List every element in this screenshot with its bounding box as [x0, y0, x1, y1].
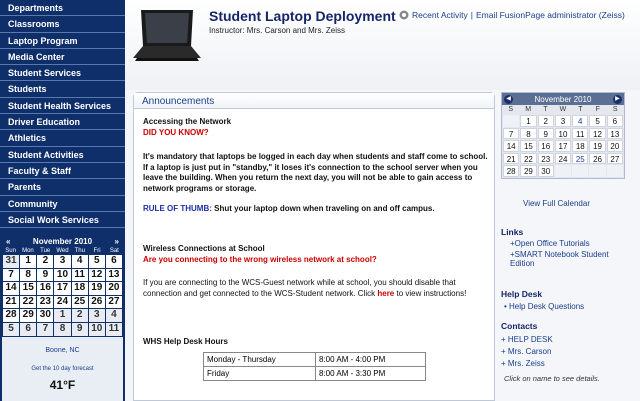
- dow-label: Wed: [56, 248, 69, 254]
- calendar-day[interactable]: 4: [72, 255, 88, 268]
- calendar-day[interactable]: 12: [89, 269, 105, 282]
- did-you-know: DID YOU KNOW?: [143, 128, 209, 137]
- instructor-line: Instructor: Mrs. Carson and Mrs. Zeiss: [209, 26, 346, 35]
- calendar-day[interactable]: 10: [555, 128, 571, 140]
- calendar-day[interactable]: 8: [20, 269, 36, 282]
- weather-temp: 41°F: [49, 378, 76, 392]
- right-calendar-header: [502, 93, 624, 105]
- calendar-day[interactable]: 1: [20, 255, 36, 268]
- link-item[interactable]: +SMART Notebook Student Edition: [510, 250, 609, 268]
- calendar-day[interactable]: 29: [20, 309, 36, 322]
- calendar-day[interactable]: 1: [520, 115, 536, 127]
- dow-label: T: [578, 106, 583, 113]
- page-header: [125, 0, 640, 90]
- nav-item[interactable]: Driver Education: [0, 114, 125, 130]
- calendar-day[interactable]: 21: [503, 153, 519, 165]
- helpdesk-item-label: Help Desk Questions: [509, 302, 585, 311]
- nav-item[interactable]: Student Health Services: [0, 98, 125, 114]
- header-links: [399, 10, 625, 20]
- calendar-day[interactable]: 5: [89, 255, 105, 268]
- calendar-day[interactable]: 23: [538, 153, 554, 165]
- calendar-day[interactable]: 30: [538, 165, 554, 177]
- wireless-title: Wireless Connections at School: [143, 244, 265, 253]
- calendar-day[interactable]: 6: [106, 255, 122, 268]
- right-calendar-grid: [502, 114, 624, 178]
- nav-item[interactable]: Laptop Program: [0, 33, 125, 49]
- nav-item[interactable]: Community: [0, 196, 125, 212]
- dow-label: W: [559, 106, 567, 113]
- nav-item[interactable]: Athletics: [0, 130, 125, 146]
- here-link[interactable]: here: [377, 288, 395, 298]
- calendar-day[interactable]: 22: [520, 153, 536, 165]
- wireless-text: [143, 278, 489, 299]
- header-separator: |: [470, 10, 473, 20]
- announcements-panel: [133, 92, 495, 401]
- hours-time: 8:00 AM - 4:00 PM: [316, 353, 426, 367]
- calendar-day[interactable]: 9: [72, 323, 88, 336]
- calendar-day[interactable]: 29: [520, 165, 536, 177]
- calendar-day[interactable]: 15: [520, 140, 536, 152]
- hours-day: Monday - Thursday: [204, 353, 316, 367]
- dow-label: S: [508, 106, 514, 113]
- wireless-text-end: to view instructions!: [394, 288, 467, 298]
- calendar-day[interactable]: 14: [503, 140, 519, 152]
- rss-icon: [399, 10, 409, 20]
- calendar-day[interactable]: 11: [72, 269, 88, 282]
- calendar-day[interactable]: 16: [538, 140, 554, 152]
- contact-item[interactable]: + Mrs. Carson: [501, 347, 552, 356]
- calendar-day[interactable]: 2: [37, 255, 53, 268]
- calendar-day[interactable]: 24: [555, 153, 571, 165]
- laptop-icon: [133, 8, 201, 62]
- calendar-day[interactable]: 3: [54, 255, 70, 268]
- link-item[interactable]: +Open Office Tutorials: [510, 239, 590, 248]
- email-admin-link[interactable]: Email FusionPage administrator (Zeiss): [475, 10, 625, 20]
- calendar-day: [503, 115, 519, 127]
- dow-label: Sun: [5, 248, 16, 254]
- calendar-day[interactable]: 2: [72, 309, 88, 322]
- next-month-button[interactable]: »: [114, 237, 119, 246]
- contacts-heading: Contacts: [501, 321, 538, 331]
- contact-item[interactable]: + HELP DESK: [501, 335, 553, 344]
- calendar-day[interactable]: 10: [54, 269, 70, 282]
- calendar-day[interactable]: 9: [538, 128, 554, 140]
- accessing-title: Accessing the Network: [143, 117, 232, 126]
- calendar-day: [555, 165, 571, 177]
- nav-item[interactable]: Student Activities: [0, 147, 125, 163]
- right-calendar-month: November 2010: [534, 94, 592, 104]
- prev-month-button[interactable]: «: [6, 237, 11, 246]
- left-calendar-dows: [2, 248, 123, 254]
- nav-item[interactable]: Students: [0, 81, 125, 97]
- calendar-day[interactable]: 18: [572, 140, 588, 152]
- calendar-day[interactable]: 28: [3, 309, 19, 322]
- dow-label: Thu: [74, 248, 85, 254]
- links-list: [510, 239, 632, 270]
- bullet-icon: •: [504, 302, 510, 311]
- calendar-day[interactable]: 7: [3, 269, 19, 282]
- calendar-day[interactable]: 18: [72, 282, 88, 295]
- calendar-day[interactable]: 8: [520, 128, 536, 140]
- nav-item[interactable]: Faculty & Staff: [0, 163, 125, 179]
- helpdesk-heading: Help Desk: [501, 289, 543, 299]
- calendar-day[interactable]: 1: [54, 309, 70, 322]
- dow-label: Fri: [93, 248, 101, 254]
- right-calendar-dows: [502, 105, 624, 114]
- nav-item[interactable]: Student Services: [0, 65, 125, 81]
- calendar-day[interactable]: 5: [3, 323, 19, 336]
- rule-label: RULE OF THUMB:: [143, 204, 212, 213]
- calendar-day[interactable]: 27: [607, 153, 623, 165]
- calendar-day[interactable]: 2: [538, 115, 554, 127]
- dow-label: S: [612, 106, 618, 113]
- contact-item[interactable]: + Mrs. Zeiss: [501, 359, 545, 368]
- announcements-heading: Announcements: [134, 93, 494, 109]
- calendar-day[interactable]: 11: [572, 128, 588, 140]
- calendar-day[interactable]: 4: [106, 309, 122, 322]
- calendar-day: [572, 165, 588, 177]
- hours-row: [204, 353, 426, 367]
- calendar-day[interactable]: 15: [20, 282, 36, 295]
- dow-label: M: [525, 106, 532, 113]
- left-calendar: [2, 236, 123, 337]
- calendar-day: [607, 165, 623, 177]
- dow-label: F: [595, 106, 600, 113]
- links-heading: Links: [501, 227, 524, 237]
- wireless-question: Are you connecting to the wrong wireless network at school?: [143, 255, 377, 264]
- dow-label: Sat: [109, 248, 119, 254]
- weather-city[interactable]: Boone, NC: [45, 347, 80, 354]
- calendar-day[interactable]: 6: [20, 323, 36, 336]
- calendar-day[interactable]: 12: [589, 128, 605, 140]
- calendar-day[interactable]: 14: [3, 282, 19, 295]
- view-full-calendar-link[interactable]: View Full Calendar: [523, 199, 590, 208]
- hours-table: [203, 352, 426, 381]
- calendar-day[interactable]: 10: [89, 323, 105, 336]
- calendar-day[interactable]: 13: [106, 269, 122, 282]
- rule-of-thumb: [143, 204, 489, 215]
- hours-title: WHS Help Desk Hours: [143, 337, 228, 346]
- calendar-day[interactable]: 31: [3, 255, 19, 268]
- calendar-day[interactable]: 4: [572, 115, 588, 127]
- calendar-day[interactable]: 26: [89, 296, 105, 309]
- calendar-day[interactable]: 6: [607, 115, 623, 127]
- calendar-day[interactable]: 25: [572, 153, 588, 165]
- contacts-list: [501, 335, 632, 371]
- wireless-text-start: If you are connecting to the WCS-Guest network while at school, you should disable that connection and get connected to the WCS-Student network. Click: [143, 278, 456, 298]
- calendar-day[interactable]: 17: [555, 140, 571, 152]
- calendar-day[interactable]: 9: [37, 269, 53, 282]
- calendar-day[interactable]: 5: [589, 115, 605, 127]
- nav-item[interactable]: Departments: [0, 0, 125, 16]
- nav-item[interactable]: Social Work Services: [0, 212, 125, 228]
- calendar-day[interactable]: 27: [106, 296, 122, 309]
- calendar-day[interactable]: 19: [89, 282, 105, 295]
- calendar-day[interactable]: 20: [106, 282, 122, 295]
- recent-activity-link[interactable]: Recent Activity: [412, 10, 468, 20]
- helpdesk-item[interactable]: [504, 302, 632, 311]
- right-column: [501, 92, 632, 401]
- calendar-day[interactable]: 22: [20, 296, 36, 309]
- hours-row: [204, 367, 426, 381]
- hours-time: 8:00 AM - 3:30 PM: [316, 367, 426, 381]
- left-calendar-month: November 2010: [32, 237, 93, 246]
- calendar-day: [589, 165, 605, 177]
- calendar-day[interactable]: 19: [589, 140, 605, 152]
- left-calendar-grid: [2, 254, 123, 337]
- calendar-day[interactable]: 23: [37, 296, 53, 309]
- calendar-day[interactable]: 26: [589, 153, 605, 165]
- next-month-arrow-icon[interactable]: ▶: [613, 95, 622, 104]
- weather-forecast-link[interactable]: Get the 10 day forecast: [31, 366, 94, 372]
- calendar-day[interactable]: 7: [503, 128, 519, 140]
- helpdesk-list: [504, 302, 632, 311]
- calendar-day[interactable]: 13: [607, 128, 623, 140]
- calendar-day[interactable]: 24: [54, 296, 70, 309]
- right-calendar: [501, 92, 625, 179]
- calendar-day[interactable]: 3: [89, 309, 105, 322]
- dow-label: Tue: [40, 248, 51, 254]
- calendar-day[interactable]: 21: [3, 296, 19, 309]
- calendar-day[interactable]: 16: [37, 282, 53, 295]
- weather-widget: [2, 337, 123, 401]
- page-title: Student Laptop Deployment: [209, 8, 396, 24]
- prev-month-arrow-icon[interactable]: ◀: [504, 95, 513, 104]
- announcement-para1: It's mandatory that laptops be logged in each day when students and staff come to school. If a laptop is just put in "standby," it loses it's connection to the school server when you leave the building. When you return the next day, you will not be able to gain access to network programs or storage.: [143, 152, 488, 193]
- calendar-day[interactable]: 11: [106, 323, 122, 336]
- calendar-day[interactable]: 7: [37, 323, 53, 336]
- rule-text: Shut your laptop down when traveling on and off campus.: [214, 204, 435, 213]
- nav-item[interactable]: Media Center: [0, 49, 125, 65]
- nav-item[interactable]: Parents: [0, 179, 125, 195]
- hours-day: Friday: [204, 367, 316, 381]
- calendar-day[interactable]: 17: [54, 282, 70, 295]
- left-calendar-header: [2, 236, 123, 248]
- calendar-day[interactable]: 30: [37, 309, 53, 322]
- contacts-note: Click on name to see details.: [504, 374, 600, 383]
- calendar-day[interactable]: 28: [503, 165, 519, 177]
- dow-label: T: [543, 106, 548, 113]
- calendar-day[interactable]: 8: [54, 323, 70, 336]
- dow-label: Mon: [22, 248, 34, 254]
- calendar-day[interactable]: 25: [72, 296, 88, 309]
- nav-item[interactable]: Classrooms: [0, 16, 125, 32]
- calendar-day[interactable]: 20: [607, 140, 623, 152]
- calendar-day[interactable]: 3: [555, 115, 571, 127]
